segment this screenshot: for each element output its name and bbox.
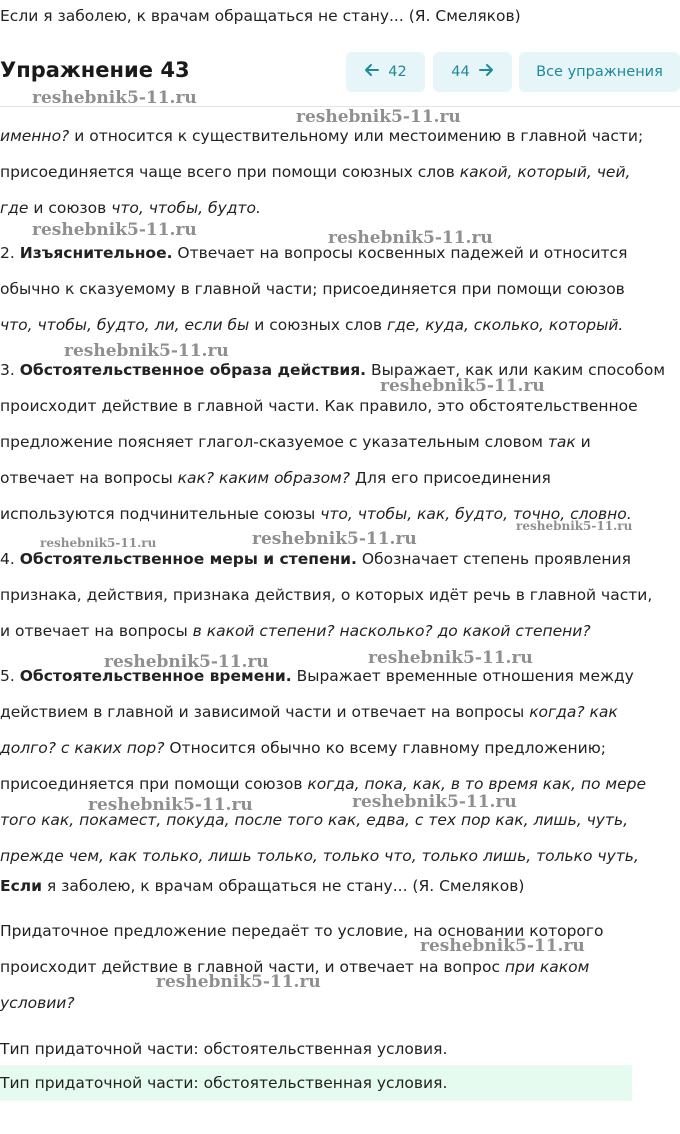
exercise-title: Упражнение 43 — [0, 58, 190, 82]
text-line: 2. Изъяснительное. Отвечает на вопросы косвенных падежей и относится — [0, 244, 628, 262]
text-line: Если я заболею, к врачам обращаться не стану... (Я. Смеляков) — [0, 877, 525, 895]
text-line: происходит действие в главной части. Как правило, это обстоятельственное — [0, 397, 638, 415]
text-line: того как, покамест, покуда, после того как, едва, с тех пор как, лишь, чуть, — [0, 811, 629, 829]
watermark: reshebnik5-11.ru — [352, 792, 517, 812]
text-line: условии? — [0, 994, 75, 1012]
answer-text: Тип придаточной части: обстоятельственная условия. — [0, 1074, 448, 1092]
watermark: reshebnik5-11.ru — [296, 107, 461, 127]
watermark: reshebnik5-11.ru — [380, 376, 545, 396]
text-line: происходит действие в главной части, и отвечает на вопрос при каком — [0, 958, 590, 976]
answer-box — [0, 1065, 632, 1101]
text-line: обычно к сказуемому в главной части; присоединяется при помощи союзов — [0, 280, 625, 298]
text-line: 3. Обстоятельственное образа действия. Выражает, как или каким способом — [0, 361, 666, 379]
text-line: именно? и относится к существительному или местоимению в главной части; — [0, 127, 644, 145]
watermark: reshebnik5-11.ru — [252, 529, 417, 549]
watermark: reshebnik5-11.ru — [104, 652, 269, 672]
text-line: Придаточное предложение передаёт то условие, на основании которого — [0, 922, 604, 940]
watermark: reshebnik5-11.ru — [64, 341, 229, 361]
text-line: действием в главной и зависимой части и отвечает на вопросы когда? как — [0, 703, 618, 721]
prev-exercise-label: 42 — [388, 64, 407, 80]
watermark: reshebnik5-11.ru — [40, 536, 157, 550]
text-line: прежде чем, как только, лишь только, только что, только лишь, только чуть, — [0, 847, 639, 865]
arrow-right-icon — [478, 62, 494, 82]
watermark: reshebnik5-11.ru — [88, 795, 253, 815]
watermark: reshebnik5-11.ru — [156, 972, 321, 992]
text-line: присоединяется чаще всего при помощи союзных слов какой, который, чей, — [0, 163, 631, 181]
text-line: 5. Обстоятельственное времени. Выражает временные отношения между — [0, 667, 634, 685]
watermark: reshebnik5-11.ru — [32, 88, 197, 108]
watermark: reshebnik5-11.ru — [368, 648, 533, 668]
text-line: используются подчинительные союзы что, чтобы, как, будто, точно, словно. — [0, 505, 632, 523]
text-line: долго? с каких пор? Относится обычно ко всему главному предложению; — [0, 739, 607, 757]
epigraph-line: Если я заболею, к врачам обращаться не стану... (Я. Смеляков) — [0, 7, 521, 25]
text-line: признака, действия, признака действия, о которых идёт речь в главной части, — [0, 586, 653, 604]
prev-exercise-button[interactable] — [346, 52, 425, 92]
text-line: где и союзов что, чтобы, будто. — [0, 199, 261, 217]
text-line: что, чтобы, будто, ли, если бы и союзных слов где, куда, сколько, который. — [0, 316, 624, 334]
text-line: 4. Обстоятельственное меры и степени. Обозначает степень проявления — [0, 550, 631, 568]
text-line: присоединяется при помощи союзов когда, пока, как, в то время как, по мере — [0, 775, 647, 793]
all-exercises-button[interactable]: Все упражнения — [519, 52, 680, 92]
watermark: reshebnik5-11.ru — [516, 519, 633, 533]
text-line: Тип придаточной части: обстоятельственная условия. — [0, 1040, 448, 1058]
watermark: reshebnik5-11.ru — [328, 228, 493, 248]
next-exercise-button[interactable] — [433, 52, 512, 92]
text-line: предложение поясняет глагол-сказуемое с указательным словом так и — [0, 433, 591, 451]
watermark: reshebnik5-11.ru — [420, 936, 585, 956]
watermark: reshebnik5-11.ru — [32, 220, 197, 240]
next-exercise-label: 44 — [451, 64, 470, 80]
arrow-left-icon — [364, 62, 380, 82]
text-line: отвечает на вопросы как? каким образом? Для его присоединения — [0, 469, 551, 487]
text-line: и отвечает на вопросы в какой степени? насколько? до какой степени? — [0, 622, 591, 640]
